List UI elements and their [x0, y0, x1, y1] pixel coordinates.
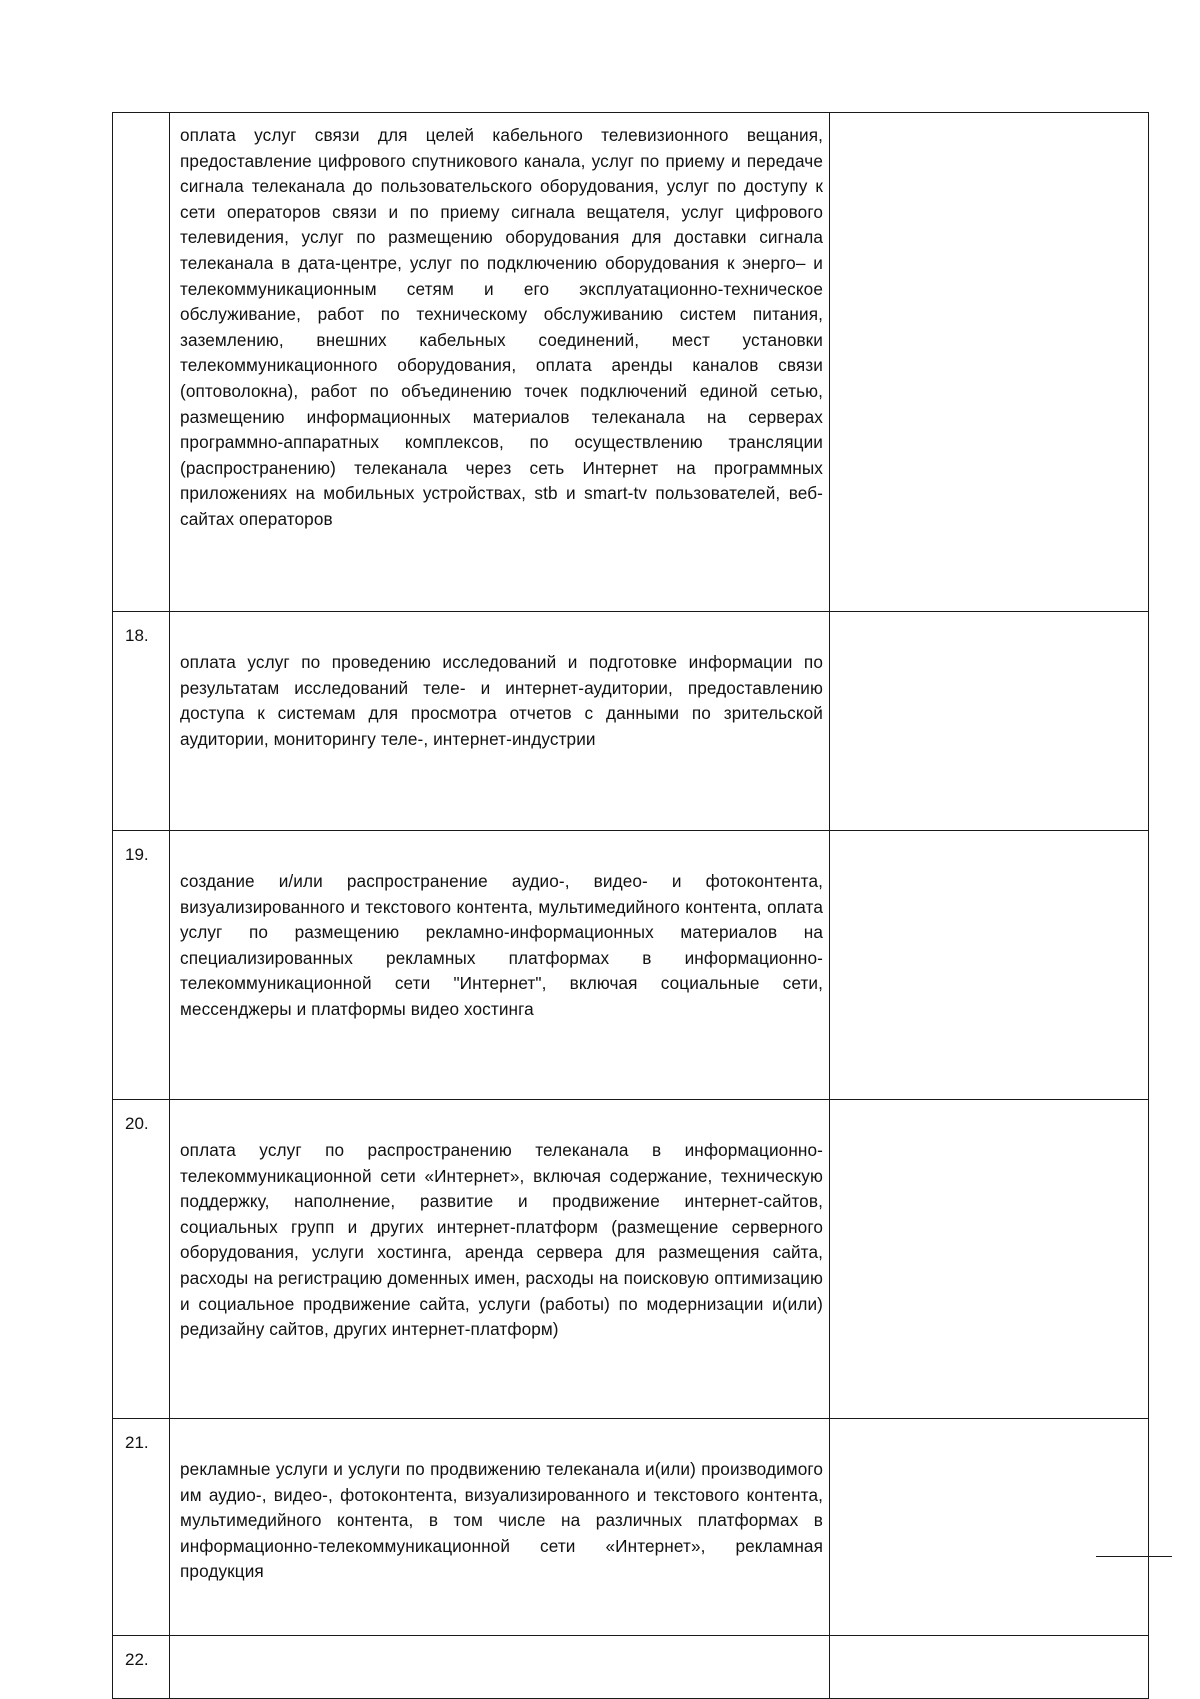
row-number: 22.	[113, 1636, 170, 1699]
table-row	[113, 1419, 1149, 1636]
row-description: оплата услуг связи для целей кабельного телевизионного вещания, предоставление цифрового спутникового канала, услуг по приему и передаче сигнала телеканала до пользовательского оборудования, услуг по доступу к сети операторов связи и по приему сигнала вещателя, услуг цифрового телевидения, услуг по размещению оборудования для доставки сигнала телеканала в дата-центре, услуг по подключению оборудования к энерго– и телекоммуникационным сетям и его эксплуатационно-техническое обслуживание, работ по техническому обслуживанию систем питания, заземлению, внешних кабельных соединений, мест установки телекоммуникационного оборудования, оплата аренды каналов связи (оптоволокна), работ по объединению точек подключений единой сетью, размещению информационных материалов телеканала на серверах программно-аппаратных комплексов, по осуществлению трансляции (распространению) телеканала через сеть Интернет на программных приложениях на мобильных устройствах, stb и smart-tv пользователей, веб-сайтах операторов	[170, 113, 830, 612]
row-number: 18.	[113, 612, 170, 831]
table-row	[113, 612, 1149, 831]
row-empty-cell	[830, 1100, 1149, 1419]
row-empty-cell	[830, 612, 1149, 831]
table-row	[113, 831, 1149, 1100]
row-description: оплата услуг по проведению исследований и подготовке информации по результатам исследований теле- и интернет-аудитории, предоставлению доступа к системам для просмотра отчетов с данными по зрительской аудитории, мониторингу теле-, интернет-индустрии	[170, 612, 830, 831]
services-table	[112, 112, 1149, 1699]
row-description: оплата услуг по распространению телеканала в информационно-телекоммуникационной сети «Интернет», включая содержание, техническую поддержку, наполнение, развитие и продвижение интернет-сайтов, социальных групп и других интернет-платформ (размещение серверного оборудования, услуги хостинга, аренда сервера для размещения сайта, расходы на регистрацию доменных имен, расходы на поисковую оптимизацию и социальное продвижение сайта, услуги (работы) по модернизации и(или) редизайну сайтов, других интернет-платформ)	[170, 1100, 830, 1419]
row-empty-cell	[830, 113, 1149, 612]
table-row	[113, 113, 1149, 612]
row-description	[170, 1636, 830, 1699]
footer-divider	[1096, 1556, 1172, 1557]
row-empty-cell	[830, 831, 1149, 1100]
row-number: 20.	[113, 1100, 170, 1419]
row-empty-cell	[830, 1419, 1149, 1636]
row-number	[113, 113, 170, 612]
row-number: 19.	[113, 831, 170, 1100]
table-row	[113, 1636, 1149, 1699]
row-description: рекламные услуги и услуги по продвижению телеканала и(или) производимого им аудио-, видео-, фотоконтента, визуализированного и текстового контента, мультимедийного контента, в том числе на различных платформах в информационно-телекоммуникационной сети «Интернет», рекламная продукция	[170, 1419, 830, 1636]
row-number: 21.	[113, 1419, 170, 1636]
table-row	[113, 1100, 1149, 1419]
row-empty-cell	[830, 1636, 1149, 1699]
row-description: создание и/или распространение аудио-, видео- и фотоконтента, визуализированного и текстового контента, мультимедийного контента, оплата услуг по размещению рекламно-информационных материалов на специализированных рекламных платформах в информационно-телекоммуникационной сети "Интернет", включая социальные сети, мессенджеры и платформы видео хостинга	[170, 831, 830, 1100]
